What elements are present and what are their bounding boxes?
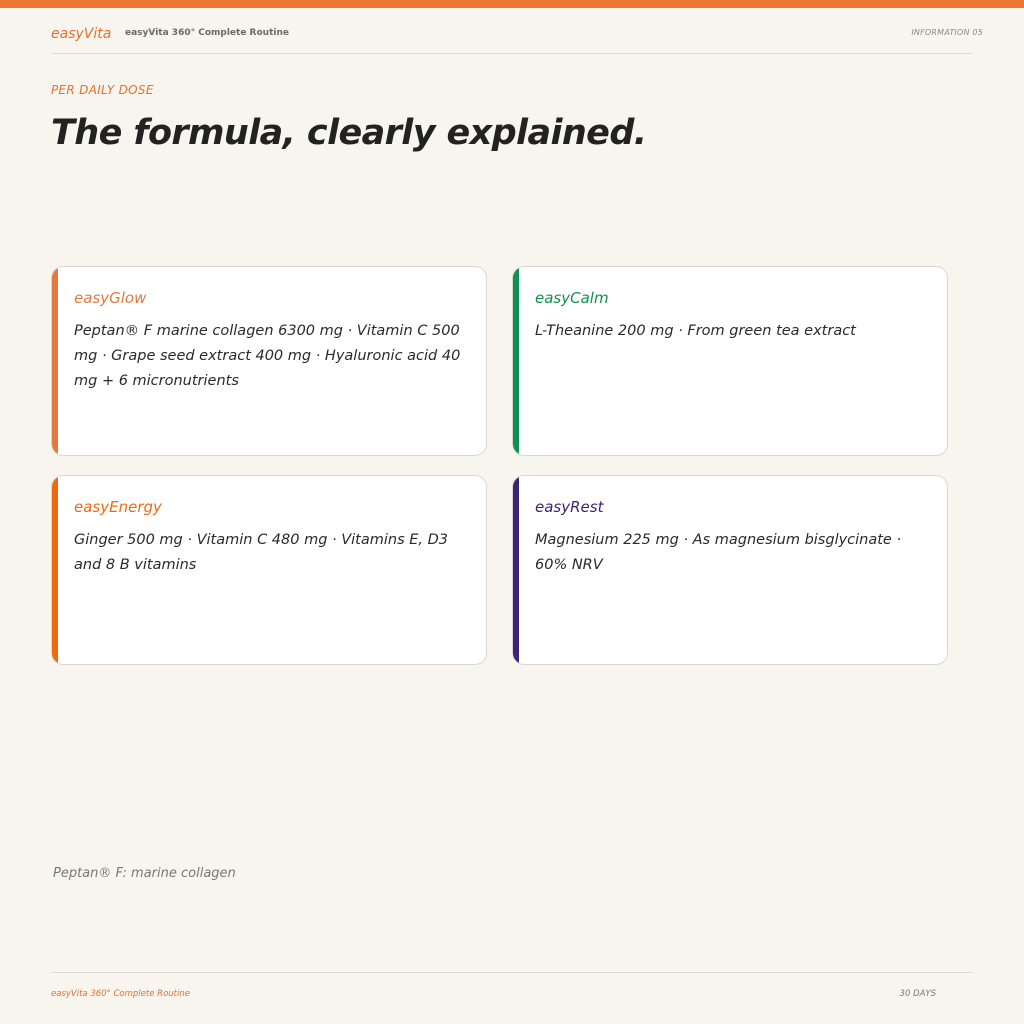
card-title: easyCalm	[535, 289, 609, 307]
top-accent-bar	[0, 0, 1024, 8]
card-easyrest	[512, 475, 948, 665]
card-easyglow	[51, 266, 487, 456]
footer-duration: 30 DAYS	[899, 989, 936, 999]
eyebrow: PER DAILY DOSE	[51, 83, 154, 97]
card-title: easyEnergy	[74, 498, 162, 516]
card-description: L-Theanine 200 mg · From green tea extract	[535, 323, 856, 339]
card-description: Ginger 500 mg · Vitamin C 480 mg · Vitamins E, D3 and 8 B vitamins	[74, 532, 449, 573]
card-accent	[513, 476, 519, 664]
card-accent	[52, 476, 58, 664]
card-description: Peptan® F marine collagen 6300 mg · Vitamin C 500 mg · Grape seed extract 400 mg · Hyaluronic acid 40 mg + 6 micronutrients	[74, 323, 461, 389]
section-label: INFORMATION 05	[911, 28, 983, 37]
card-description: Magnesium 225 mg · As magnesium bisglycinate · 60% NRV	[535, 532, 902, 573]
header	[51, 24, 983, 54]
card-title: easyGlow	[74, 289, 147, 307]
card-easyenergy	[51, 475, 487, 665]
card-easycalm	[512, 266, 948, 456]
page-title: The formula, clearly explained.	[51, 113, 647, 153]
card-accent	[513, 267, 519, 455]
footer-product: easyVita 360° Complete Routine	[51, 989, 190, 999]
footer	[51, 972, 973, 1002]
card-title: easyRest	[535, 498, 604, 516]
footnote: Peptan® F: marine collagen	[53, 866, 236, 881]
product-name: easyVita 360° Complete Routine	[125, 28, 289, 38]
brand-logo: easyVita	[51, 26, 112, 42]
card-accent	[52, 267, 58, 455]
